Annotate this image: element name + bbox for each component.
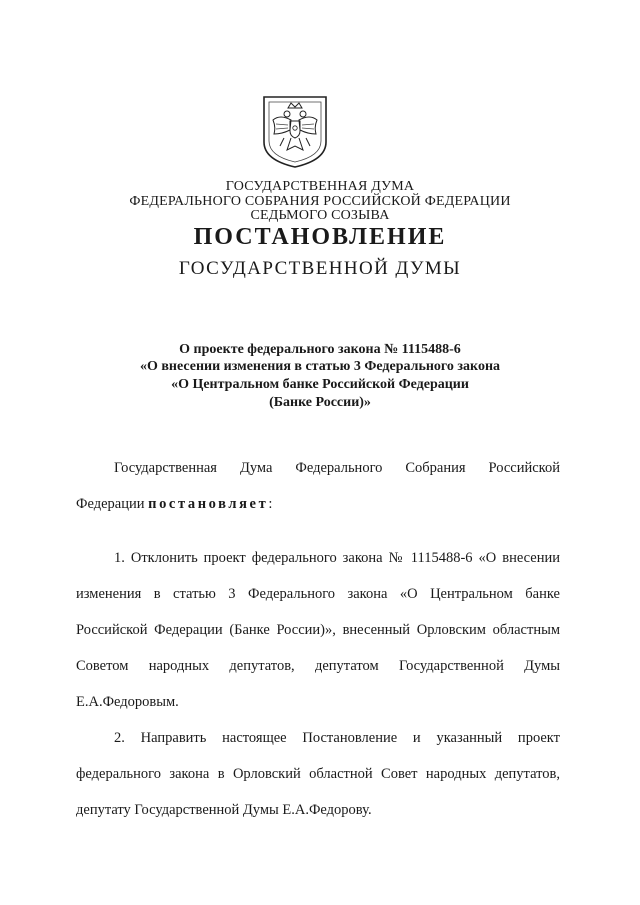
org-name-line2: ФЕДЕРАЛЬНОГО СОБРАНИЯ РОССИЙСКОЙ ФЕДЕРАЦИИ (129, 194, 511, 209)
subject-line3: «О Центральном банке Российской Федерации (171, 377, 469, 392)
convocation: СЕДЬМОГО СОЗЫВА (250, 208, 390, 223)
subject-line4: (Банке России)» (269, 395, 371, 410)
document-title-sub: ГОСУДАРСТВЕННОЙ ДУМЫ (178, 258, 462, 279)
preamble-line2-start: Федерации (76, 496, 149, 512)
item1-line2: изменения в статью 3 Федерального закона «О Центральном банке (76, 586, 560, 602)
item1-line1: 1. Отклонить проект федерального закона № 1115488-6 «О внесении (114, 550, 560, 566)
item1-line4: Советом народных депутатов, депутатом Государственной Думы (76, 658, 560, 674)
keyword-postanovlyaet: постановляет (148, 496, 269, 512)
item1-line5: Е.А.Федоровым. (76, 694, 179, 710)
subject-line1: О проекте федерального закона № 1115488-6 (179, 342, 461, 357)
item1-line3: Российской Федерации (Банке России)», внесенный Орловским областным (76, 622, 560, 638)
item2-line2: федерального закона в Орловский областной Совет народных депутатов, (76, 766, 560, 782)
item2-line1: 2. Направить настоящее Постановление и указанный проект (114, 730, 560, 746)
preamble-line2-end: : (268, 496, 273, 512)
document-title: ПОСТАНОВЛЕНИЕ (193, 224, 447, 250)
org-name-line1: ГОСУДАРСТВЕННАЯ ДУМА (225, 179, 415, 194)
preamble-line1: Государственная Дума Федерального Собрания Российской (114, 460, 560, 476)
subject-line2: «О внесении изменения в статью 3 Федерального закона (139, 359, 501, 374)
coat-of-arms-emblem (260, 94, 330, 170)
item2-line3: депутату Государственной Думы Е.А.Федорову. (76, 802, 372, 818)
preamble-line2 (76, 496, 560, 513)
